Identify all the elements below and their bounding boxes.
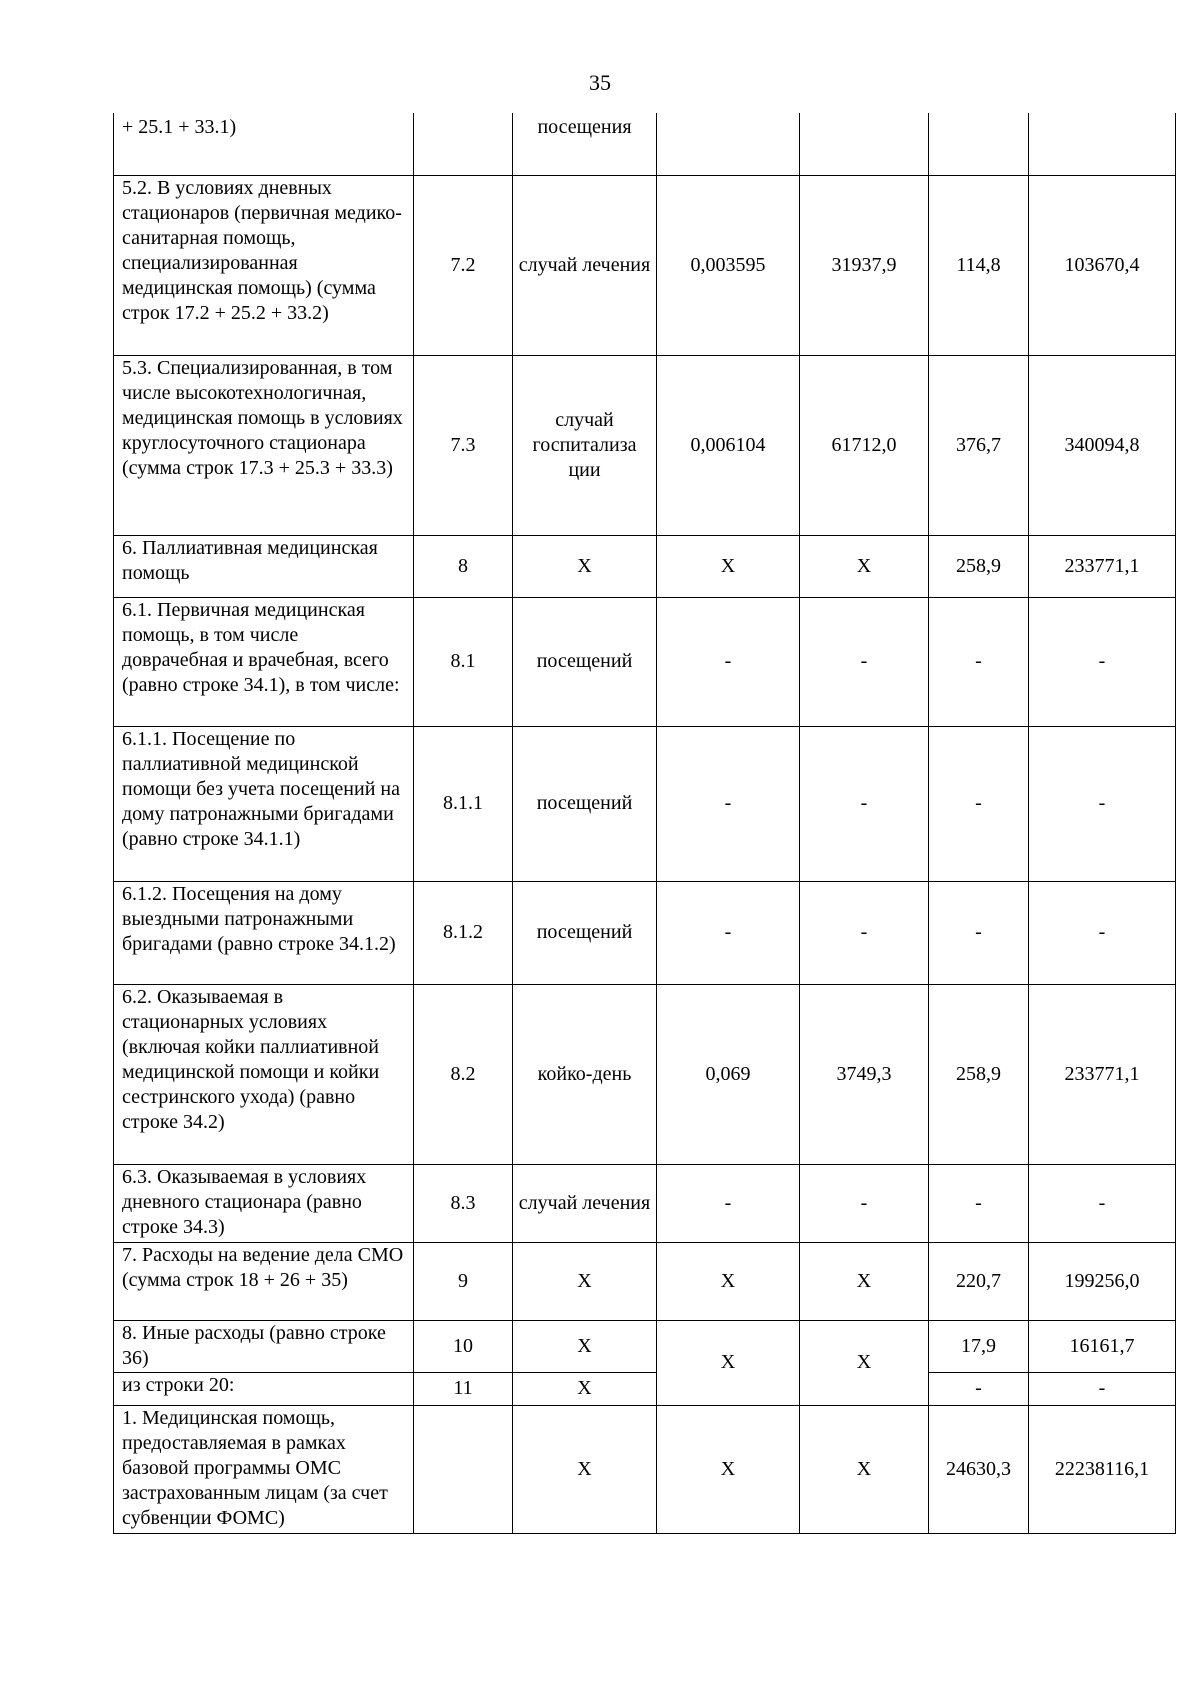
- unit-cell: Х: [513, 535, 657, 597]
- row-number-cell: 7.3: [414, 355, 513, 535]
- volume-cell: -: [657, 881, 800, 984]
- total-cell: -: [1029, 1164, 1176, 1242]
- row-number-cell: 9: [414, 1242, 513, 1320]
- page-number: 35: [589, 70, 611, 95]
- volume-cell: 0,003595: [657, 175, 800, 355]
- unit-cell: койко-день: [513, 984, 657, 1164]
- row-number-cell: 8.1.1: [414, 726, 513, 881]
- unit-cell: посещений: [513, 597, 657, 726]
- total-cell: -: [1029, 881, 1176, 984]
- row-number-cell: 7.2: [414, 175, 513, 355]
- unit-cost-cell: Х: [800, 1320, 929, 1405]
- row-name-cell: 6.1.2. Посещения на дому выездными патронажными бригадами (равно строке 34.1.2): [114, 881, 414, 984]
- per-capita-cell: -: [929, 1372, 1029, 1405]
- unit-cell: случай лечения: [513, 175, 657, 355]
- volume-cell: Х: [657, 1320, 800, 1405]
- per-capita-cell: -: [929, 881, 1029, 984]
- per-capita-cell: 258,9: [929, 535, 1029, 597]
- row-name-cell: 6.3. Оказываемая в условиях дневного стационара (равно строке 34.3): [114, 1164, 414, 1242]
- table-row: [114, 1372, 1176, 1405]
- row-number-cell: [414, 113, 513, 175]
- unit-cost-cell: Х: [800, 1242, 929, 1320]
- table-row: [114, 984, 1176, 1164]
- row-name-cell: 6.1. Первичная медицинская помощь, в том числе доврачебная и врачебная, всего (равно строке 34.1), в том числе:: [114, 597, 414, 726]
- total-cell: -: [1029, 1372, 1176, 1405]
- row-name-cell: из строки 20:: [114, 1372, 414, 1405]
- volume-cell: -: [657, 1164, 800, 1242]
- unit-cell: посещений: [513, 726, 657, 881]
- per-capita-cell: 24630,3: [929, 1405, 1029, 1533]
- per-capita-cell: 114,8: [929, 175, 1029, 355]
- row-name-cell: 5.3. Специализированная, в том числе высокотехнологичная, медицинская помощь в условиях круглосуточного стационара (сумма строк 17.3 + 25.3 + 33.3): [114, 355, 414, 535]
- table-row: [114, 881, 1176, 984]
- row-number-cell: 8.2: [414, 984, 513, 1164]
- unit-cell: Х: [513, 1372, 657, 1405]
- table-row: [114, 597, 1176, 726]
- row-name-cell: 1. Медицинская помощь, предоставляемая в рамках базовой программы ОМС застрахованным лицам (за счет субвенции ФОМС): [114, 1405, 414, 1533]
- per-capita-cell: -: [929, 597, 1029, 726]
- total-cell: 22238116,1: [1029, 1405, 1176, 1533]
- total-cell: -: [1029, 597, 1176, 726]
- unit-cell: случай госпитализа ции: [513, 355, 657, 535]
- volume-cell: -: [657, 597, 800, 726]
- row-name-cell: + 25.1 + 33.1): [114, 113, 414, 175]
- volume-cell: Х: [657, 1405, 800, 1533]
- volume-cell: Х: [657, 535, 800, 597]
- unit-cell: посещения: [513, 113, 657, 175]
- volume-cell: Х: [657, 1242, 800, 1320]
- row-name-cell: 8. Иные расходы (равно строке 36): [114, 1320, 414, 1372]
- row-name-cell: 7. Расходы на ведение дела СМО (сумма строк 18 + 26 + 35): [114, 1242, 414, 1320]
- row-number-cell: 8.3: [414, 1164, 513, 1242]
- total-cell: 103670,4: [1029, 175, 1176, 355]
- unit-cell: Х: [513, 1242, 657, 1320]
- unit-cost-cell: 3749,3: [800, 984, 929, 1164]
- total-cell: 199256,0: [1029, 1242, 1176, 1320]
- per-capita-cell: 17,9: [929, 1320, 1029, 1372]
- row-number-cell: [414, 1405, 513, 1533]
- row-name-cell: 6. Паллиативная медицинская помощь: [114, 535, 414, 597]
- row-number-cell: 8.1.2: [414, 881, 513, 984]
- table-row: [114, 1164, 1176, 1242]
- unit-cell: случай лечения: [513, 1164, 657, 1242]
- data-table: [113, 113, 1176, 1534]
- table-row: [114, 113, 1176, 175]
- unit-cost-cell: 31937,9: [800, 175, 929, 355]
- unit-cell: посещений: [513, 881, 657, 984]
- volume-cell: [657, 113, 800, 175]
- per-capita-cell: -: [929, 726, 1029, 881]
- table-row: [114, 1320, 1176, 1372]
- total-cell: 340094,8: [1029, 355, 1176, 535]
- total-cell: [1029, 113, 1176, 175]
- total-cell: 233771,1: [1029, 535, 1176, 597]
- total-cell: -: [1029, 726, 1176, 881]
- row-name-cell: 6.2. Оказываемая в стационарных условиях (включая койки паллиативной медицинской помощи и койки сестринского ухода) (равно строке 34.2): [114, 984, 414, 1164]
- row-name-cell: 6.1.1. Посещение по паллиативной медицинской помощи без учета посещений на дому патронажными бригадами (равно строке 34.1.1): [114, 726, 414, 881]
- total-cell: 16161,7: [1029, 1320, 1176, 1372]
- row-number-cell: 10: [414, 1320, 513, 1372]
- row-number-cell: 8: [414, 535, 513, 597]
- row-number-cell: 11: [414, 1372, 513, 1405]
- table-row: [114, 726, 1176, 881]
- row-name-cell: 5.2. В условиях дневных стационаров (первичная медико-санитарная помощь, специализированная медицинская помощь) (сумма строк 17.2 + 25.2 + 33.2): [114, 175, 414, 355]
- volume-cell: 0,006104: [657, 355, 800, 535]
- unit-cell: Х: [513, 1320, 657, 1372]
- per-capita-cell: 258,9: [929, 984, 1029, 1164]
- unit-cost-cell: 61712,0: [800, 355, 929, 535]
- unit-cost-cell: Х: [800, 535, 929, 597]
- unit-cell: Х: [513, 1405, 657, 1533]
- unit-cost-cell: -: [800, 1164, 929, 1242]
- unit-cost-cell: -: [800, 726, 929, 881]
- per-capita-cell: 220,7: [929, 1242, 1029, 1320]
- unit-cost-cell: -: [800, 597, 929, 726]
- unit-cost-cell: [800, 113, 929, 175]
- table-row: [114, 355, 1176, 535]
- unit-cost-cell: -: [800, 881, 929, 984]
- per-capita-cell: 376,7: [929, 355, 1029, 535]
- volume-cell: -: [657, 726, 800, 881]
- per-capita-cell: -: [929, 1164, 1029, 1242]
- table-row: [114, 1242, 1176, 1320]
- volume-cell: 0,069: [657, 984, 800, 1164]
- per-capita-cell: [929, 113, 1029, 175]
- table-row: [114, 175, 1176, 355]
- table-row: [114, 535, 1176, 597]
- row-number-cell: 8.1: [414, 597, 513, 726]
- total-cell: 233771,1: [1029, 984, 1176, 1164]
- unit-cost-cell: Х: [800, 1405, 929, 1533]
- table-row: [114, 1405, 1176, 1533]
